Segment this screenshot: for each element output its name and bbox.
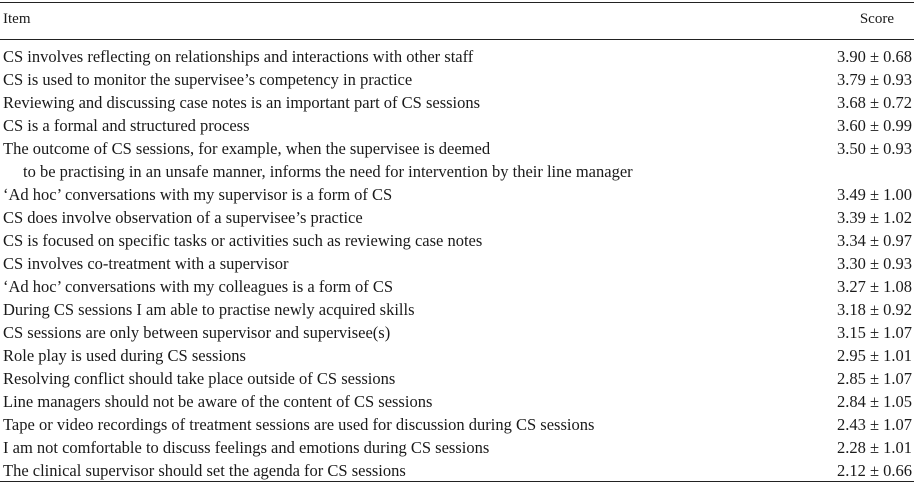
top-rule xyxy=(0,2,914,3)
header-item: Item xyxy=(3,11,31,27)
table-row xyxy=(0,298,914,321)
row-item: I am not comfortable to discuss feelings and emotions during CS sessions xyxy=(3,438,490,457)
table-body xyxy=(0,45,914,482)
table-row xyxy=(0,367,914,390)
row-score: 3.90 ± 0.68 xyxy=(836,47,912,66)
row-score: 2.84 ± 1.05 xyxy=(836,392,912,411)
row-score: 3.60 ± 0.99 xyxy=(836,116,912,135)
row-item: CS does involve observation of a supervisee’s practice xyxy=(3,208,363,227)
row-item: During CS sessions I am able to practise newly acquired skills xyxy=(3,300,415,319)
row-score: 3.34 ± 0.97 xyxy=(836,231,912,250)
row-score: 2.28 ± 1.01 xyxy=(836,438,912,457)
table-row xyxy=(0,137,914,183)
table-row xyxy=(0,114,914,137)
row-score: 3.68 ± 0.72 xyxy=(836,93,912,112)
table-header xyxy=(0,10,914,32)
row-score: 2.85 ± 1.07 xyxy=(836,369,912,388)
row-item: ‘Ad hoc’ conversations with my colleagues is a form of CS xyxy=(3,277,394,296)
table-row xyxy=(0,459,914,482)
table-row xyxy=(0,413,914,436)
row-item: Line managers should not be aware of the content of CS sessions xyxy=(3,392,433,411)
table-row xyxy=(0,275,914,298)
row-score: 3.30 ± 0.93 xyxy=(836,254,912,273)
header-score: Score xyxy=(859,11,894,27)
table-row xyxy=(0,45,914,68)
row-score: 2.12 ± 0.66 xyxy=(836,461,912,480)
table-row xyxy=(0,390,914,413)
row-score: 3.39 ± 1.02 xyxy=(836,208,912,227)
row-item: CS is focused on specific tasks or activities such as reviewing case notes xyxy=(3,231,483,250)
bottom-rule xyxy=(0,481,914,482)
table-row xyxy=(0,321,914,344)
row-item: Role play is used during CS sessions xyxy=(3,346,246,365)
row-item: CS involves reflecting on relationships and interactions with other staff xyxy=(3,47,474,66)
table-row xyxy=(0,68,914,91)
header-rule xyxy=(0,39,914,40)
row-score: 3.50 ± 0.93 xyxy=(836,139,912,158)
table-row xyxy=(0,344,914,367)
row-score: 3.18 ± 0.92 xyxy=(836,300,912,319)
table-row xyxy=(0,229,914,252)
row-item-continuation: to be practising in an unsafe manner, informs the need for intervention by their line manager xyxy=(23,162,633,181)
row-score: 2.95 ± 1.01 xyxy=(836,346,912,365)
row-item: CS is used to monitor the supervisee’s competency in practice xyxy=(3,70,413,89)
row-score: 3.79 ± 0.93 xyxy=(836,70,912,89)
row-item: ‘Ad hoc’ conversations with my supervisor is a form of CS xyxy=(3,185,393,204)
row-item: CS is a formal and structured process xyxy=(3,116,250,135)
row-item: Reviewing and discussing case notes is an important part of CS sessions xyxy=(3,93,481,112)
table-row xyxy=(0,436,914,459)
row-score: 3.15 ± 1.07 xyxy=(836,323,912,342)
table-row xyxy=(0,183,914,206)
row-item: The outcome of CS sessions, for example, when the supervisee is deemed xyxy=(3,139,491,158)
table-row xyxy=(0,91,914,114)
row-item: Tape or video recordings of treatment sessions are used for discussion during CS sessions xyxy=(3,415,595,434)
row-item: The clinical supervisor should set the agenda for CS sessions xyxy=(3,461,406,480)
row-score: 3.27 ± 1.08 xyxy=(836,277,912,296)
row-item: Resolving conflict should take place outside of CS sessions xyxy=(3,369,396,388)
table-row xyxy=(0,252,914,275)
row-score: 2.43 ± 1.07 xyxy=(836,415,912,434)
row-item: CS sessions are only between supervisor and supervisee(s) xyxy=(3,323,391,342)
table-row xyxy=(0,206,914,229)
row-score: 3.49 ± 1.00 xyxy=(836,185,912,204)
row-item: CS involves co-treatment with a supervisor xyxy=(3,254,289,273)
